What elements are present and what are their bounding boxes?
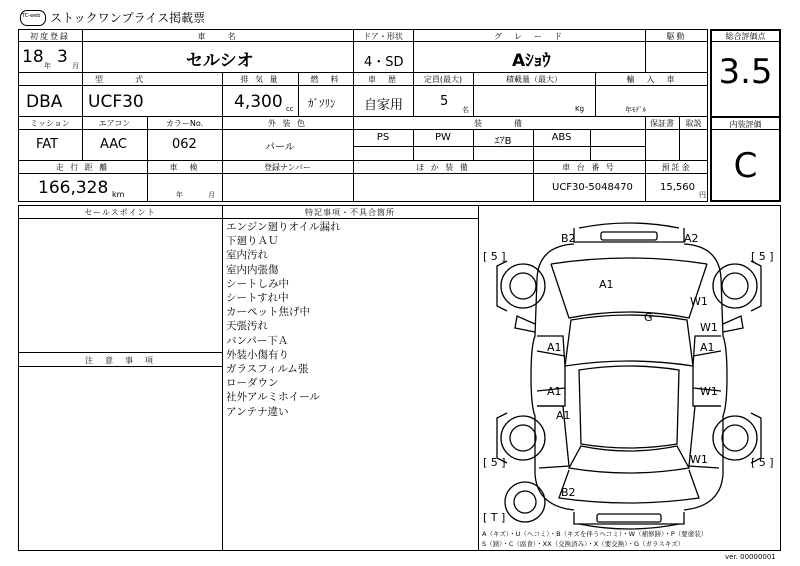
interior-rating: C bbox=[733, 146, 758, 186]
capacity: 5 bbox=[440, 94, 449, 109]
legend-line-1: A（キズ）・U（ヘコミ）・B（キズを伴うヘコミ）・W（補修跡）・P（要塗装） bbox=[482, 530, 708, 538]
mileage: 166,328 bbox=[38, 178, 109, 198]
inspection-label: 車 検 bbox=[169, 163, 200, 172]
displacement: 4,300 bbox=[234, 92, 283, 112]
inspection-year-unit: 年 bbox=[176, 191, 183, 199]
note-item: 社外アルミホイール bbox=[226, 391, 320, 404]
drive-label: 駆動 bbox=[666, 32, 687, 41]
damage-mark: B2 bbox=[561, 486, 576, 499]
fuel-label: 燃 料 bbox=[310, 75, 341, 84]
capacity-unit: 名 bbox=[462, 106, 469, 114]
equipment-label: 装 備 bbox=[474, 119, 524, 128]
logo bbox=[20, 10, 46, 26]
tire-label: [ 5 ] bbox=[483, 250, 506, 263]
notes-title: 特記事項・不具合箇所 bbox=[305, 208, 395, 217]
vehicle-type: 自家用 bbox=[364, 98, 404, 113]
displacement-label: 排 気 量 bbox=[240, 75, 280, 84]
mileage-unit: km bbox=[112, 190, 125, 199]
mission: FAT bbox=[36, 137, 59, 152]
model-label: 型 式 bbox=[95, 75, 145, 84]
price-unit: 円 bbox=[699, 191, 706, 199]
chassis-label: 車 台 番 号 bbox=[562, 163, 616, 172]
equipment-item: ABS bbox=[551, 132, 572, 143]
damage-mark: W1 bbox=[700, 321, 718, 334]
load-unit: Kg bbox=[575, 105, 585, 113]
price-label: 預託金 bbox=[661, 163, 692, 172]
note-item: ローダウン bbox=[226, 377, 279, 390]
damage-mark: A1 bbox=[547, 385, 562, 398]
car-name-label: 車 名 bbox=[197, 32, 238, 41]
version-text: ver. 00000001 bbox=[725, 553, 776, 561]
fuel: ｶﾞｿﾘﾝ bbox=[308, 97, 336, 110]
form-title: ストックワンプライス掲載票 bbox=[50, 11, 206, 25]
note-item: バンパー下Ａ bbox=[226, 334, 289, 347]
equipment-item: PW bbox=[435, 132, 451, 143]
damage-mark: W1 bbox=[690, 453, 708, 466]
car-name: セルシオ bbox=[186, 51, 254, 71]
other-equip-label: ほ か 装 備 bbox=[416, 163, 470, 172]
manual-label: 取説 bbox=[685, 119, 702, 128]
aircon: AAC bbox=[100, 137, 127, 152]
note-item: エンジン廻りオイル漏れ bbox=[226, 221, 341, 233]
damage-mark: A1 bbox=[556, 409, 571, 422]
inspection-month-unit: 月 bbox=[208, 191, 215, 199]
grade-label: グ レ ー ド bbox=[494, 32, 564, 41]
note-item: シートしみ中 bbox=[226, 277, 289, 290]
first-reg-month: 3 bbox=[57, 47, 68, 67]
equipment-item: ｴｱB bbox=[494, 136, 512, 147]
aircon-label: エアコン bbox=[98, 119, 131, 128]
note-item: 下廻りＡＵ bbox=[226, 235, 279, 248]
note-item: シートすれ中 bbox=[226, 292, 289, 305]
note-item: 天張汚れ bbox=[226, 320, 268, 333]
tire-label: [ T ] bbox=[483, 511, 506, 524]
door-shape-label: ドア・形状 bbox=[363, 32, 403, 41]
equipment-item: PS bbox=[376, 132, 390, 143]
caution-label: 注 意 事 項 bbox=[85, 356, 155, 365]
overall-rating-label: 総合評価点 bbox=[725, 32, 766, 41]
note-item: カーペット焦げ中 bbox=[226, 306, 310, 319]
color-no: 062 bbox=[172, 137, 197, 152]
note-item: 室内内張傷 bbox=[226, 263, 279, 276]
door-shape: 4・SD bbox=[364, 55, 404, 70]
damage-mark: A1 bbox=[700, 341, 715, 354]
model-prefix: DBA bbox=[26, 92, 63, 112]
mileage-label: 走 行 距 離 bbox=[55, 163, 110, 172]
note-item: ガラスフィルム張 bbox=[226, 363, 309, 376]
displacement-unit: cc bbox=[286, 105, 294, 113]
tire-label: [ 5 ] bbox=[751, 250, 774, 263]
damage-mark: B2 bbox=[561, 232, 576, 245]
damage-mark: G bbox=[644, 311, 653, 324]
notes-list bbox=[226, 220, 340, 419]
car-diagram bbox=[479, 206, 780, 550]
model: UCF30 bbox=[88, 92, 144, 112]
grade: Aｼｮｳ bbox=[512, 51, 551, 71]
sales-point-label: セールスポイント bbox=[84, 208, 156, 217]
deposit-amount: 15,560 bbox=[660, 182, 695, 193]
legend-line-2: S（錆）・C（腐食）・XX（交換済み）・X（要交換）・G（ガラスキズ） bbox=[482, 540, 685, 548]
note-item: 外装小傷有り bbox=[226, 348, 289, 361]
color-no-label: カラーNo. bbox=[165, 119, 204, 128]
damage-mark: W1 bbox=[700, 385, 718, 398]
note-item: アンテナ違い bbox=[226, 405, 289, 418]
chassis-number: UCF30-5048470 bbox=[552, 182, 633, 193]
capacity-label: 定員(最大) bbox=[423, 75, 463, 84]
note-item: 室内汚れ bbox=[226, 249, 268, 262]
damage-mark: A1 bbox=[547, 341, 562, 354]
year-unit: 年 bbox=[44, 62, 51, 70]
damage-mark: W1 bbox=[690, 295, 708, 308]
first-reg-year: 18 bbox=[22, 47, 44, 67]
mission-label: ミッション bbox=[30, 119, 70, 128]
interior-rating-label: 内装評価 bbox=[729, 120, 762, 129]
import-label: 輸 入 車 bbox=[626, 75, 677, 84]
damage-mark: A2 bbox=[684, 232, 699, 245]
plate-label: 登録ナンバー bbox=[263, 163, 312, 172]
tire-label: [ 5 ] bbox=[483, 456, 506, 469]
overall-rating: 3.5 bbox=[718, 52, 773, 92]
damage-mark: A1 bbox=[599, 278, 614, 291]
type-label: 車 歴 bbox=[368, 75, 398, 84]
warranty-label: 保証書 bbox=[650, 119, 674, 128]
month-unit: 月 bbox=[72, 62, 79, 70]
exterior-color: パール bbox=[265, 142, 295, 153]
first-reg-label: 初度登録 bbox=[30, 32, 70, 41]
import-year-label: 年ﾓﾃﾞﾙ bbox=[625, 106, 646, 114]
logo-text: TC-web bbox=[22, 13, 41, 19]
exterior-label: 外 装 色 bbox=[267, 119, 308, 128]
tire-label: [ 5 ] bbox=[751, 456, 774, 469]
load-label: 積載量（最大） bbox=[506, 75, 562, 84]
